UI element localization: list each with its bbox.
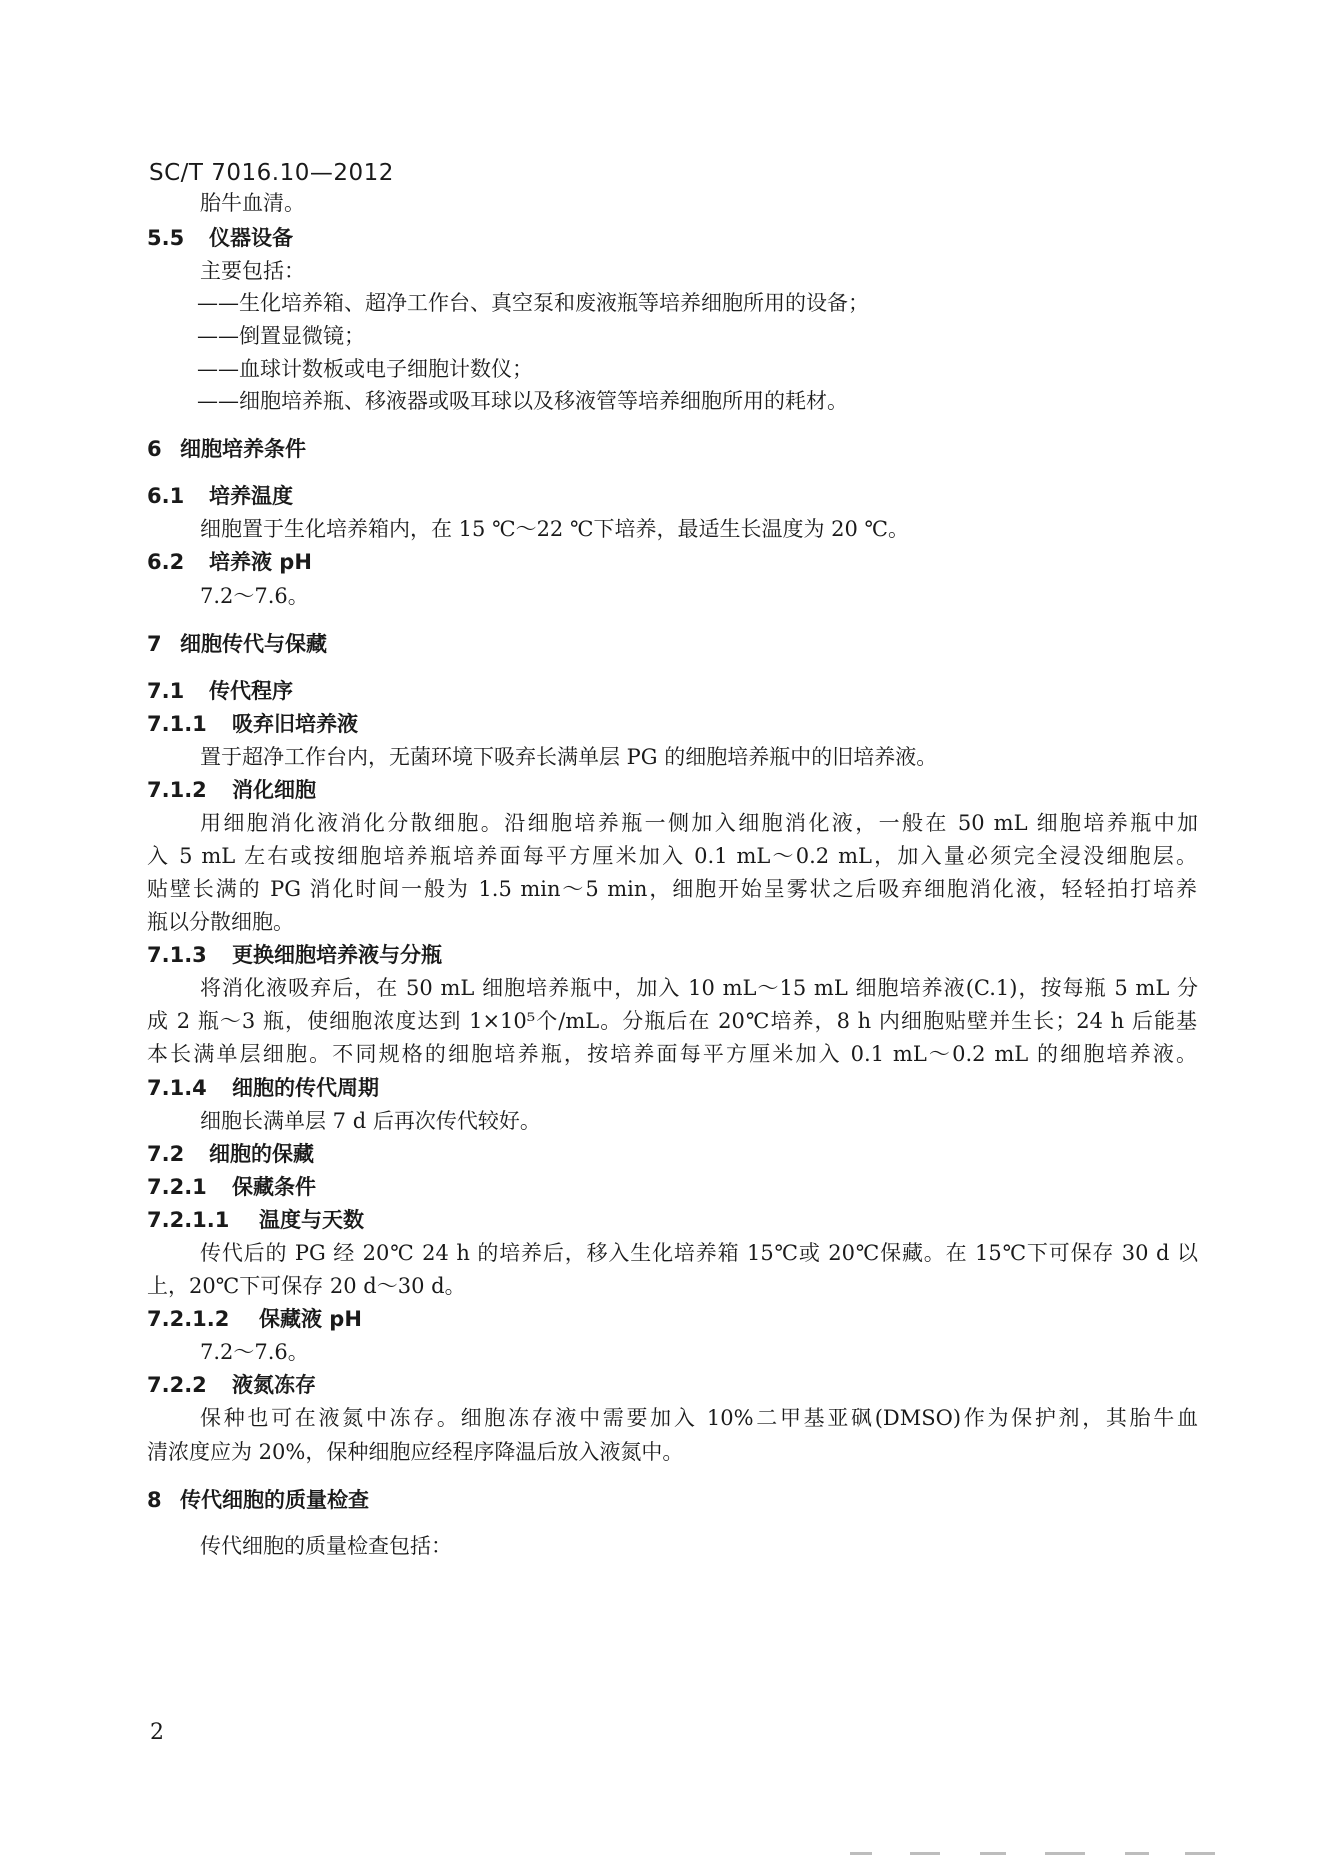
heading-7-1-3 xyxy=(147,939,442,969)
heading-number: 7.2.1 xyxy=(147,1175,207,1199)
heading-7-2-1-1 xyxy=(147,1204,364,1234)
heading-7 xyxy=(147,628,327,658)
paragraph-line: 将消化液吸弃后，在 50 mL 细胞培养瓶中，加入 10 mL～15 mL 细胞培养液(C.1)，按每瓶 5 mL 分 xyxy=(200,976,1198,1000)
heading-title: 液氮冻存 xyxy=(232,1373,316,1397)
heading-7-1-1 xyxy=(147,708,358,738)
heading-6-2 xyxy=(147,546,312,576)
heading-7-2-1-2 xyxy=(147,1303,362,1333)
paragraph-line: 瓶以分散细胞。 xyxy=(147,910,294,934)
heading-title: 仪器设备 xyxy=(209,226,293,250)
list-item: ——血球计数板或电子细胞计数仪； xyxy=(197,357,533,381)
heading-title: 传代细胞的质量检查 xyxy=(180,1488,369,1512)
heading-number: 7.2.1.1 xyxy=(147,1208,230,1232)
heading-title: 保藏液 pH xyxy=(259,1307,362,1331)
heading-number: 7.2.1.2 xyxy=(147,1307,230,1331)
heading-title: 温度与天数 xyxy=(259,1208,364,1232)
heading-number: 5.5 xyxy=(147,226,185,250)
heading-title: 传代程序 xyxy=(209,679,293,703)
paragraph-line: 7.2～7.6。 xyxy=(200,1340,309,1364)
heading-number: 7.2.2 xyxy=(147,1373,207,1397)
paragraph-line: 7.2～7.6。 xyxy=(200,584,309,608)
paragraph-line: 传代细胞的质量检查包括： xyxy=(200,1534,452,1558)
heading-7-1 xyxy=(147,675,293,705)
heading-number: 6 xyxy=(147,437,162,461)
heading-number: 7.1.3 xyxy=(147,943,207,967)
heading-number: 7.1 xyxy=(147,679,185,703)
heading-7-2 xyxy=(147,1138,314,1168)
heading-title: 细胞的保藏 xyxy=(209,1142,314,1166)
standard-number: SC/T 7016.10—2012 xyxy=(149,160,394,186)
heading-title: 培养液 pH xyxy=(209,550,312,574)
paragraph-line: 主要包括： xyxy=(200,259,305,283)
paragraph-line: 贴壁长满的 PG 消化时间一般为 1.5 min～5 min，细胞开始呈雾状之后吸弃细胞消化液，轻轻拍打培养 xyxy=(147,877,1197,901)
heading-title: 消化细胞 xyxy=(232,778,316,802)
heading-title: 细胞的传代周期 xyxy=(232,1076,379,1100)
heading-5-5 xyxy=(147,222,293,252)
heading-number: 7.1.1 xyxy=(147,712,207,736)
heading-6 xyxy=(147,433,306,463)
heading-6-1 xyxy=(147,480,293,510)
heading-number: 7.1.2 xyxy=(147,778,207,802)
heading-number: 7.2 xyxy=(147,1142,185,1166)
paragraph-line: 细胞置于生化培养箱内，在 15 ℃～22 ℃下培养，最适生长温度为 20 ℃。 xyxy=(200,517,910,541)
heading-number: 8 xyxy=(147,1488,162,1512)
paragraph-line: 本长满单层细胞。不同规格的细胞培养瓶，按培养面每平方厘米加入 0.1 mL～0.2 mL 的细胞培养液。 xyxy=(147,1042,1197,1066)
heading-title: 吸弃旧培养液 xyxy=(232,712,358,736)
paragraph-line: 清浓度应为 20%，保种细胞应经程序降温后放入液氮中。 xyxy=(147,1440,684,1464)
heading-title: 细胞培养条件 xyxy=(180,437,306,461)
list-item: ——细胞培养瓶、移液器或吸耳球以及移液管等培养细胞所用的耗材。 xyxy=(197,389,848,413)
heading-number: 7 xyxy=(147,632,162,656)
scan-artifact xyxy=(850,1852,1230,1856)
heading-number: 7.1.4 xyxy=(147,1076,207,1100)
page-number: 2 xyxy=(150,1720,164,1745)
paragraph-line: 胎牛血清。 xyxy=(200,191,305,215)
paragraph-line: 细胞长满单层 7 d 后再次传代较好。 xyxy=(200,1109,541,1133)
heading-7-1-2 xyxy=(147,774,316,804)
heading-7-2-2 xyxy=(147,1369,316,1399)
paragraph-line: 成 2 瓶～3 瓶，使细胞浓度达到 1×10⁵个/mL。分瓶后在 20℃培养，8 h 内细胞贴壁并生长；24 h 后能基 xyxy=(147,1009,1197,1033)
heading-7-1-4 xyxy=(147,1072,379,1102)
heading-title: 培养温度 xyxy=(209,484,293,508)
list-item: ——倒置显微镜； xyxy=(197,324,365,348)
heading-number: 6.2 xyxy=(147,550,185,574)
heading-number: 6.1 xyxy=(147,484,185,508)
paragraph-line: 入 5 mL 左右或按细胞培养瓶培养面每平方厘米加入 0.1 mL～0.2 mL，加入量必须完全浸没细胞层。 xyxy=(147,844,1197,868)
paragraph-line: 保种也可在液氮中冻存。细胞冻存液中需要加入 10%二甲基亚砜(DMSO)作为保护剂，其胎牛血 xyxy=(200,1406,1198,1430)
heading-8 xyxy=(147,1484,369,1514)
heading-title: 保藏条件 xyxy=(232,1175,316,1199)
paragraph-line: 传代后的 PG 经 20℃ 24 h 的培养后，移入生化培养箱 15℃或 20℃保藏。在 15℃下可保存 30 d 以 xyxy=(200,1241,1198,1265)
paragraph-line: 上，20℃下可保存 20 d～30 d。 xyxy=(147,1274,466,1298)
heading-7-2-1 xyxy=(147,1171,316,1201)
heading-title: 更换细胞培养液与分瓶 xyxy=(232,943,442,967)
paragraph-line: 用细胞消化液消化分散细胞。沿细胞培养瓶一侧加入细胞消化液，一般在 50 mL 细胞培养瓶中加 xyxy=(200,811,1198,835)
heading-title: 细胞传代与保藏 xyxy=(180,632,327,656)
list-item: ——生化培养箱、超净工作台、真空泵和废液瓶等培养细胞所用的设备； xyxy=(197,291,869,315)
paragraph-line: 置于超净工作台内，无菌环境下吸弃长满单层 PG 的细胞培养瓶中的旧培养液。 xyxy=(200,745,938,769)
